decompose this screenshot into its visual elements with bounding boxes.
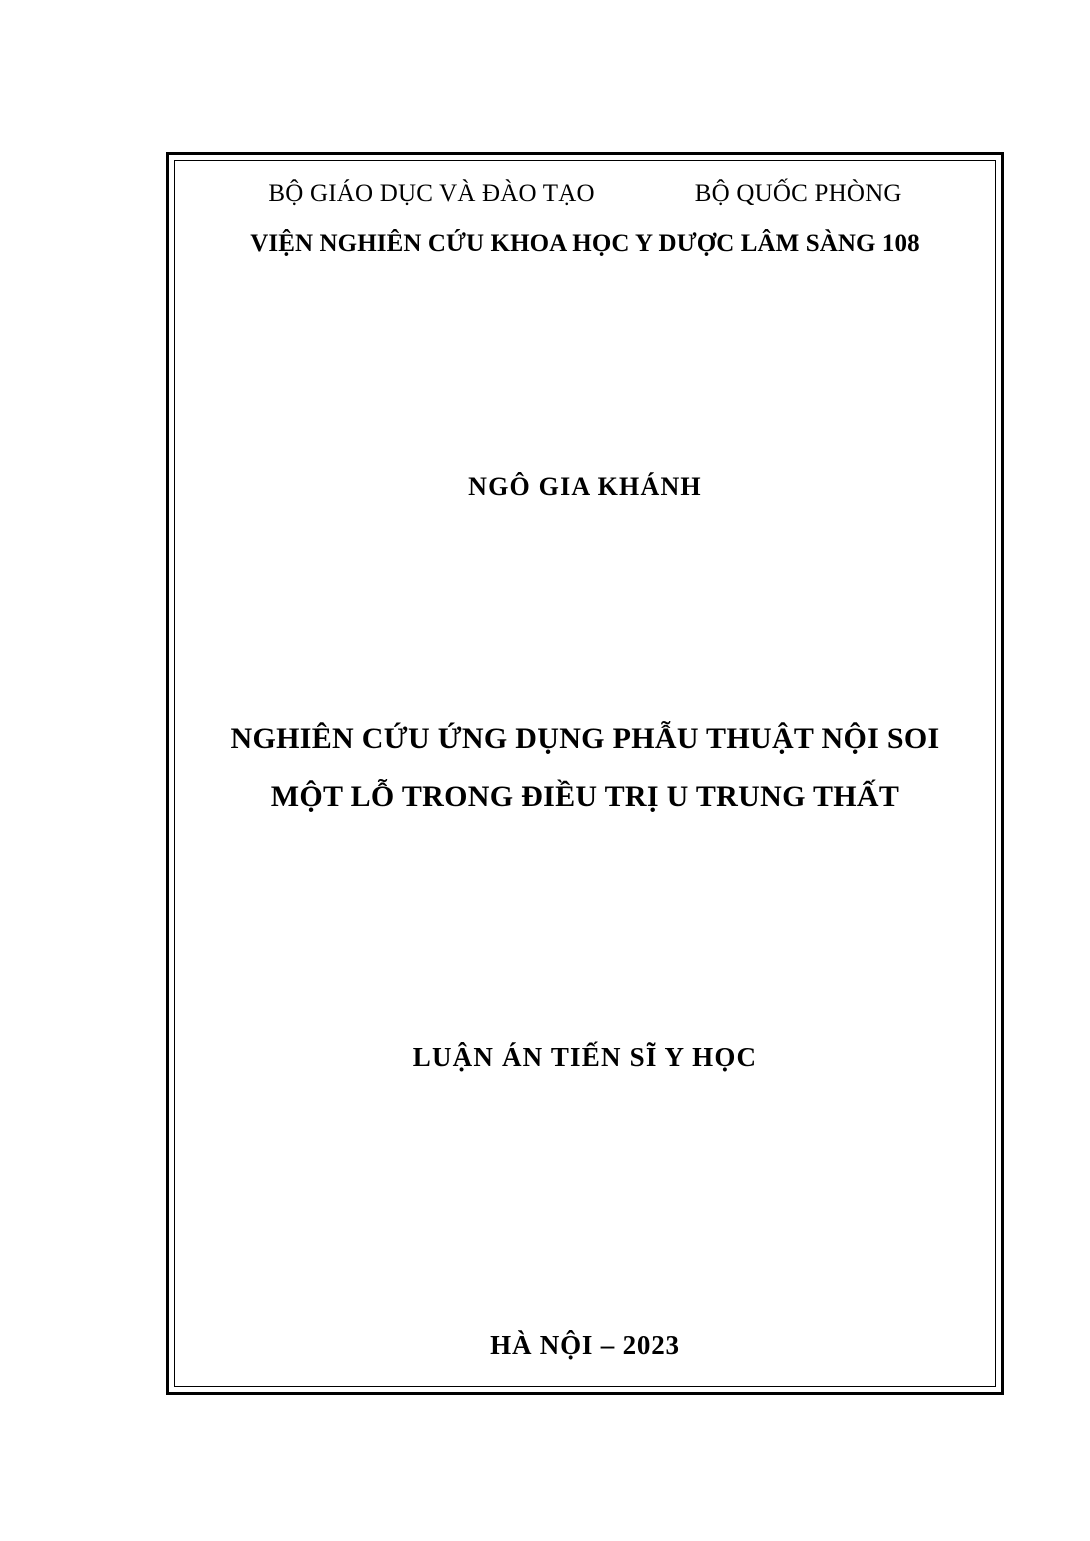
ministry-defense-label: BỘ QUỐC PHÒNG bbox=[694, 180, 902, 207]
author-name: NGÔ GIA KHÁNH bbox=[468, 472, 702, 501]
ministry-header bbox=[176, 180, 994, 208]
place-and-year: HÀ NỘI – 2023 bbox=[490, 1330, 680, 1360]
dissertation-title bbox=[176, 710, 994, 825]
title-line-1: NGHIÊN CỨU ỨNG DỤNG PHẪU THUẬT NỘI SOI bbox=[230, 722, 940, 755]
title-line-2: MỘT LỖ TRONG ĐIỀU TRỊ U TRUNG THẤT bbox=[270, 779, 900, 813]
institute-name: VIỆN NGHIÊN CỨU KHOA HỌC Y DƯỢC LÂM SÀNG 108 bbox=[250, 230, 920, 257]
degree-label: LUẬN ÁN TIẾN SĨ Y HỌC bbox=[412, 1042, 758, 1072]
ministry-education-label: BỘ GIÁO DỤC VÀ ĐÀO TẠO bbox=[268, 180, 595, 207]
title-page-content bbox=[176, 162, 994, 1385]
